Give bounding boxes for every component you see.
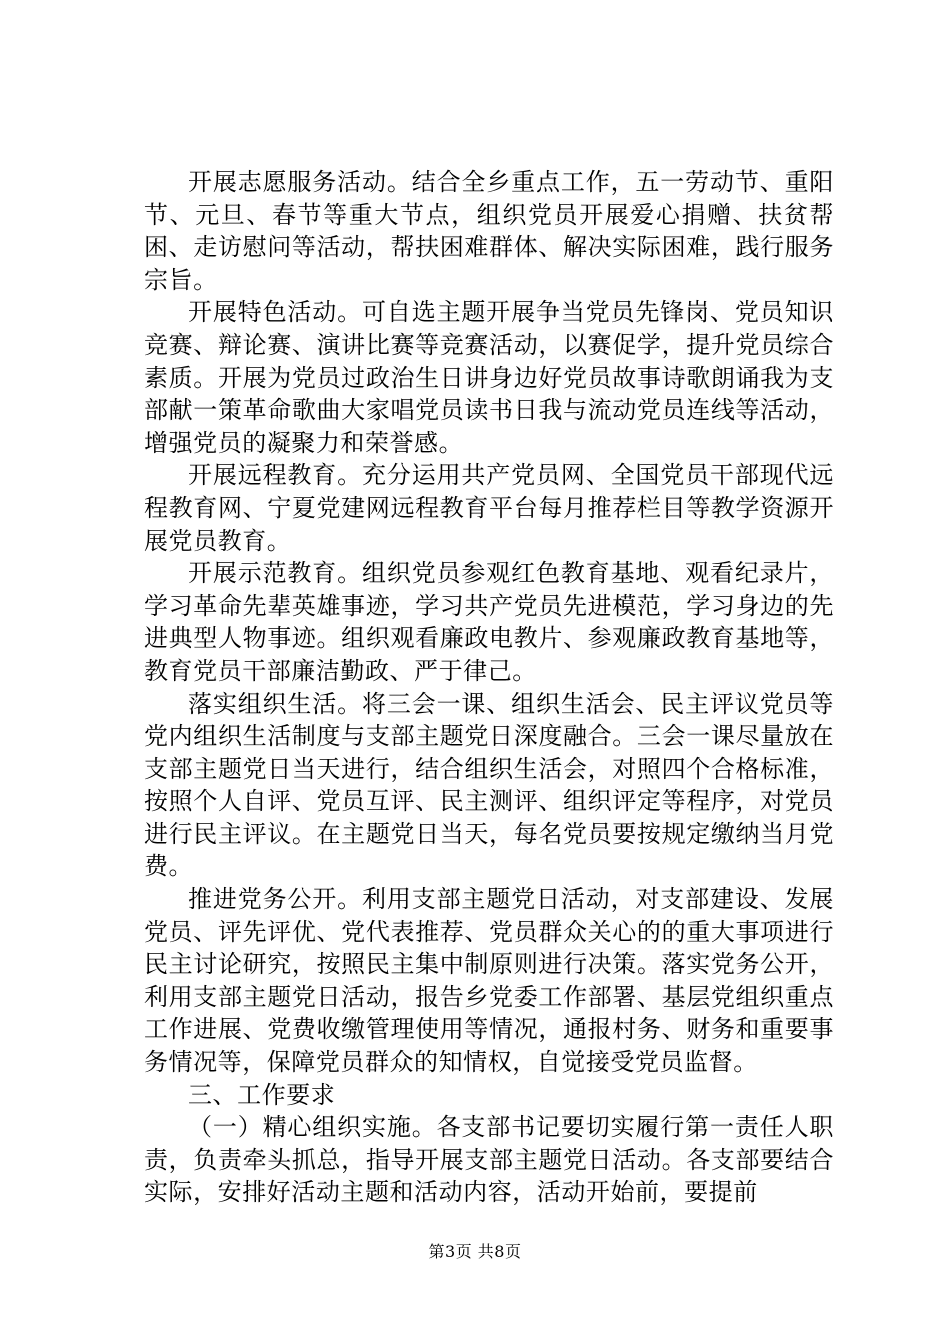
document-body xyxy=(144,166,834,1209)
paragraph-party-affairs-openness: 推进党务公开。利用支部主题党日活动，对支部建设、发展党员、评先评优、党代表推荐、党员群众关心的的重大事项进行民主讨论研究，按照民主集中制原则进行决策。落实党务公开，利用支部主题党日活动，报告乡党委工作部署、基层党组织重点工作进展、党费收缴管理使用等情况，通报村务、财务和重要事务情况等，保障党员群众的知情权，自觉接受党员监督。 xyxy=(144,885,834,1077)
paragraph-organization-life: 落实组织生活。将三会一课、组织生活会、民主评议党员等党内组织生活制度与支部主题党日深度融合。三会一课尽量放在支部主题党日当天进行，结合组织生活会，对照四个合格标准，按照个人自评、党员互评、民主测评、组织评定等程序，对党员进行民主评议。在主题党日当天，每名党员要按规定缴纳当月党费。 xyxy=(144,689,834,881)
paragraph-volunteer-service: 开展志愿服务活动。结合全乡重点工作，五一劳动节、重阳节、元旦、春节等重大节点，组织党员开展爱心捐赠、扶贫帮困、走访慰问等活动，帮扶困难群体、解决实际困难，践行服务宗旨。 xyxy=(144,168,834,294)
paragraph-organize-implementation: （一）精心组织实施。各支部书记要切实履行第一责任人职责，负责牵头抓总，指导开展支部主题党日活动。各支部要结合实际，安排好活动主题和活动内容，活动开始前，要提前 xyxy=(144,1113,834,1207)
section-heading-work-requirements: 三、工作要求 xyxy=(188,1080,336,1109)
paragraph-remote-education: 开展远程教育。充分运用共产党员网、全国党员干部现代远程教育网、宁夏党建网远程教育平台每月推荐栏目等教学资源开展党员教育。 xyxy=(144,461,834,555)
page-number-footer: 第3页 共8页 xyxy=(428,1242,522,1261)
paragraph-model-education: 开展示范教育。组织党员参观红色教育基地、观看纪录片，学习革命先辈英雄事迹，学习共产党员先进模范，学习身边的先进典型人物事迹。组织观看廉政电教片、参观廉政教育基地等，教育党员干部廉洁勤政、严于律己。 xyxy=(144,559,834,685)
paragraph-special-activities: 开展特色活动。可自选主题开展争当党员先锋岗、党员知识竞赛、辩论赛、演讲比赛等竞赛活动，以赛促学，提升党员综合素质。开展为党员过政治生日讲身边好党员故事诗歌朗诵我为支部献一策革命歌曲大家唱党员读书日我与流动党员连线等活动，增强党员的凝聚力和荣誉感。 xyxy=(144,298,834,457)
